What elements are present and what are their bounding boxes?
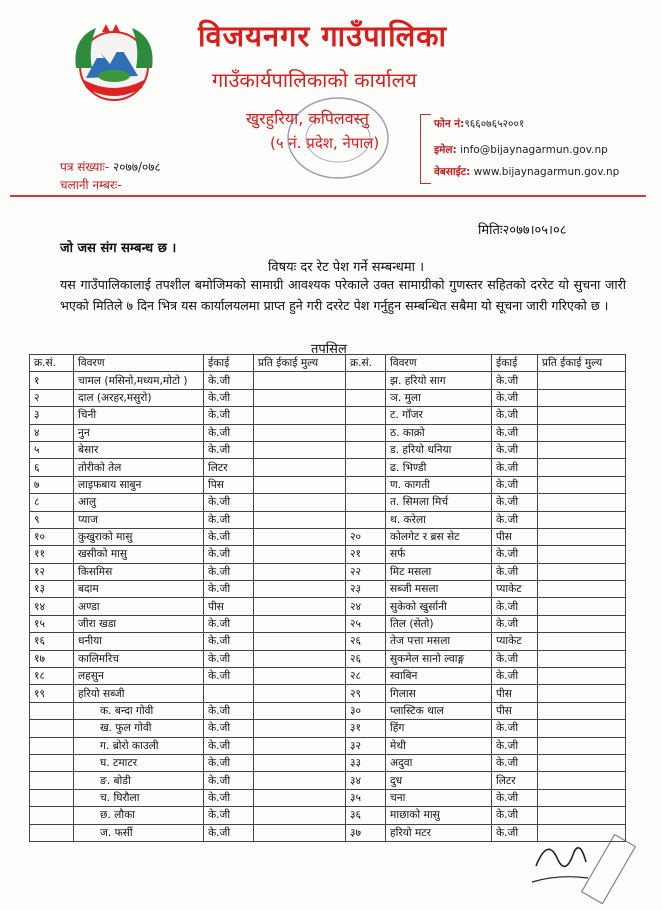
cell-serial-2: २५ bbox=[346, 615, 386, 632]
cell-unit-price bbox=[254, 494, 346, 511]
cell-unit-price-2 bbox=[538, 598, 626, 615]
cell-unit: के.जी bbox=[204, 511, 254, 528]
cell-unit-price bbox=[254, 476, 346, 493]
cell-description: दाल (अरहर,मसुरो) bbox=[74, 389, 204, 406]
cell-serial bbox=[30, 772, 74, 789]
notice-body: यस गाउँपालिकालाई तपशील बमोजिमको सामाग्री आवश्यक परेकाले उक्त सामाग्रीको गुणस्तर सहितको दररेट यो सुचना जारी भएको मितिले ७ दिन भित्र यस कार्यालयलमा प्राप्त हुने गरी दररेट पेश गर्नुहुन सम्बन्धित सबैमा यो सूचना जारी गरिएको छ । bbox=[60, 277, 626, 313]
cell-unit: के.जी bbox=[204, 633, 254, 650]
cell-unit: पिस bbox=[204, 476, 254, 493]
cell-description: चिनी bbox=[74, 407, 204, 424]
cell-serial bbox=[30, 824, 74, 841]
cell-unit-price-2 bbox=[538, 563, 626, 580]
cell-unit-2: के.जी bbox=[492, 720, 538, 737]
cell-unit: के.जी bbox=[204, 772, 254, 789]
cell-description: तोरीको तेल bbox=[74, 459, 204, 476]
signature-stamp bbox=[518, 826, 642, 904]
cell-serial: ६ bbox=[30, 459, 74, 476]
cell-unit-2: पीस bbox=[492, 702, 538, 719]
table-row bbox=[30, 598, 626, 615]
cell-serial-2: ३३ bbox=[346, 754, 386, 771]
cell-serial: ७ bbox=[30, 476, 74, 493]
cell-unit: के.जी bbox=[204, 581, 254, 598]
cell-unit-price-2 bbox=[538, 668, 626, 685]
cell-serial-2: ३२ bbox=[346, 737, 386, 754]
cell-unit-2: पीस bbox=[492, 685, 538, 702]
dispatch-number-label: चलानी नम्बरः- bbox=[60, 178, 122, 192]
cell-serial: ११ bbox=[30, 546, 74, 563]
table-row bbox=[30, 407, 626, 424]
cell-unit-price-2 bbox=[538, 702, 626, 719]
header-unit-2: ईकाई bbox=[492, 355, 538, 372]
cell-serial: ४ bbox=[30, 424, 74, 441]
cell-unit: लिटर bbox=[204, 459, 254, 476]
cell-description-2: हरियो मटर bbox=[386, 824, 492, 841]
header-divider bbox=[10, 195, 646, 197]
cell-unit-price bbox=[254, 824, 346, 841]
office-name: गाउँकार्यपालिकाको कार्यालय bbox=[212, 68, 417, 92]
cell-unit-2: के.जी bbox=[492, 668, 538, 685]
cell-unit-price-2 bbox=[538, 372, 626, 389]
dispatch-number-line bbox=[60, 176, 122, 193]
cell-description-2: तिल (सेतो) bbox=[386, 615, 492, 632]
cell-serial-2 bbox=[346, 407, 386, 424]
cell-unit-price bbox=[254, 789, 346, 806]
cell-serial-2 bbox=[346, 424, 386, 441]
cell-description: ख. फुल गोवी bbox=[74, 720, 204, 737]
cell-description: खसीको मासु bbox=[74, 546, 204, 563]
cell-unit: के.जी bbox=[204, 807, 254, 824]
cell-unit-price bbox=[254, 441, 346, 458]
cell-description: क. बन्दा गोवी bbox=[74, 702, 204, 719]
cell-unit-price bbox=[254, 563, 346, 580]
cell-serial: २ bbox=[30, 389, 74, 406]
email-line bbox=[434, 143, 608, 157]
cell-unit-price bbox=[254, 615, 346, 632]
cell-serial-2 bbox=[346, 476, 386, 493]
letter-date: मितिः२०७७।०५।०८ bbox=[478, 223, 567, 238]
phone-value: ९६६०७६५२००१ bbox=[464, 118, 525, 130]
cell-description: कुखुराको मासु bbox=[74, 528, 204, 545]
table-row bbox=[30, 633, 626, 650]
cell-description-2: चना bbox=[386, 789, 492, 806]
cell-unit-price-2 bbox=[538, 650, 626, 667]
cell-serial: ५ bbox=[30, 441, 74, 458]
cell-serial-2 bbox=[346, 459, 386, 476]
cell-unit: के.जी bbox=[204, 754, 254, 771]
cell-unit-2: के.जी bbox=[492, 737, 538, 754]
table-row bbox=[30, 702, 626, 719]
cell-unit-price bbox=[254, 685, 346, 702]
office-stamp bbox=[278, 92, 398, 184]
cell-serial-2: २३ bbox=[346, 581, 386, 598]
cell-unit-price bbox=[254, 668, 346, 685]
cell-unit-2: के.जी bbox=[492, 807, 538, 824]
letter-number-value: २०७७/०७८ bbox=[113, 160, 161, 174]
table-row bbox=[30, 807, 626, 824]
cell-unit-2: प्याकेट bbox=[492, 581, 538, 598]
cell-description: अण्डा bbox=[74, 598, 204, 615]
cell-unit bbox=[204, 685, 254, 702]
cell-unit-price bbox=[254, 407, 346, 424]
cell-unit-price bbox=[254, 702, 346, 719]
table-row bbox=[30, 668, 626, 685]
cell-unit-price bbox=[254, 389, 346, 406]
cell-unit-price-2 bbox=[538, 528, 626, 545]
header-serial-2: क्र.सं. bbox=[346, 355, 386, 372]
cell-serial: १७ bbox=[30, 650, 74, 667]
rate-table bbox=[29, 354, 626, 842]
cell-serial-2: २९ bbox=[346, 685, 386, 702]
cell-unit: के.जी bbox=[204, 441, 254, 458]
cell-unit-price-2 bbox=[538, 754, 626, 771]
cell-description-2: गिलास bbox=[386, 685, 492, 702]
cell-unit-price bbox=[254, 807, 346, 824]
cell-serial-2: २८ bbox=[346, 668, 386, 685]
cell-description-2: ण. कागती bbox=[386, 476, 492, 493]
table-row bbox=[30, 511, 626, 528]
table-body bbox=[30, 372, 626, 842]
cell-unit-2: के.जी bbox=[492, 754, 538, 771]
table-row bbox=[30, 441, 626, 458]
cell-unit-price-2 bbox=[538, 546, 626, 563]
letter-number-line bbox=[60, 158, 161, 175]
cell-unit-2: के.जी bbox=[492, 511, 538, 528]
table-row bbox=[30, 563, 626, 580]
cell-description: कालिमरिच bbox=[74, 650, 204, 667]
table-row bbox=[30, 494, 626, 511]
cell-serial: ९ bbox=[30, 511, 74, 528]
table-row bbox=[30, 720, 626, 737]
table-row bbox=[30, 528, 626, 545]
cell-serial: १३ bbox=[30, 581, 74, 598]
cell-description: बेसार bbox=[74, 441, 204, 458]
cell-description-2: सुकमेल सानो ल्वाङ्ग bbox=[386, 650, 492, 667]
cell-description-2: झ. हरियो साग bbox=[386, 372, 492, 389]
cell-unit: के.जी bbox=[204, 650, 254, 667]
header-serial: क्र.सं. bbox=[30, 355, 74, 372]
phone-label: फोन नं: bbox=[434, 118, 465, 130]
cell-unit: के.जी bbox=[204, 389, 254, 406]
cell-unit-price bbox=[254, 546, 346, 563]
cell-unit-2: के.जी bbox=[492, 459, 538, 476]
cell-description: ग. ब्रोरो काउली bbox=[74, 737, 204, 754]
cell-description-2: सब्जी मसला bbox=[386, 581, 492, 598]
cell-serial bbox=[30, 754, 74, 771]
office-address: खुरहुरिया, कपिलवस्तु bbox=[246, 109, 370, 128]
table-row bbox=[30, 737, 626, 754]
cell-unit: के.जी bbox=[204, 546, 254, 563]
cell-unit-2: के.जी bbox=[492, 598, 538, 615]
cell-unit-price-2 bbox=[538, 807, 626, 824]
cell-serial-2: २१ bbox=[346, 546, 386, 563]
table-row bbox=[30, 754, 626, 771]
cell-serial bbox=[30, 789, 74, 806]
cell-unit: के.जी bbox=[204, 424, 254, 441]
cell-unit-price bbox=[254, 459, 346, 476]
cell-unit-price-2 bbox=[538, 476, 626, 493]
cell-unit-2: के.जी bbox=[492, 424, 538, 441]
cell-description: जीरा खडा bbox=[74, 615, 204, 632]
cell-description-2: ट. गाँजर bbox=[386, 407, 492, 424]
cell-description: बदाम bbox=[74, 581, 204, 598]
cell-unit-price-2 bbox=[538, 424, 626, 441]
header-unit-price-2: प्रति ईकाई मुल्य bbox=[538, 355, 626, 372]
cell-description-2: त. सिमला मिर्च bbox=[386, 494, 492, 511]
cell-description-2: स्वाबिन bbox=[386, 668, 492, 685]
website-line bbox=[434, 165, 619, 179]
table-row bbox=[30, 581, 626, 598]
table-row bbox=[30, 476, 626, 493]
organization-name: विजयनगर गाउँपालिका bbox=[198, 19, 448, 53]
cell-unit-price-2 bbox=[538, 441, 626, 458]
cell-unit-2: लिटर bbox=[492, 772, 538, 789]
cell-unit-2: के.जी bbox=[492, 407, 538, 424]
cell-serial: ८ bbox=[30, 494, 74, 511]
cell-description-2: अदुवा bbox=[386, 754, 492, 771]
table-row bbox=[30, 424, 626, 441]
cell-unit-price-2 bbox=[538, 789, 626, 806]
cell-unit: के.जी bbox=[204, 789, 254, 806]
cell-unit-price bbox=[254, 633, 346, 650]
cell-description-2: हिंग bbox=[386, 720, 492, 737]
cell-serial: १५ bbox=[30, 615, 74, 632]
cell-unit-2: पीस bbox=[492, 528, 538, 545]
header-unit: ईकाई bbox=[204, 355, 254, 372]
cell-serial: १९ bbox=[30, 685, 74, 702]
cell-unit-price bbox=[254, 581, 346, 598]
cell-unit-price bbox=[254, 772, 346, 789]
cell-description: घ. टमाटर bbox=[74, 754, 204, 771]
table-row bbox=[30, 389, 626, 406]
cell-unit-price bbox=[254, 754, 346, 771]
cell-serial-2: ३१ bbox=[346, 720, 386, 737]
table-row bbox=[30, 372, 626, 389]
cell-unit-2: के.जी bbox=[492, 546, 538, 563]
cell-description: हरियो सब्जी bbox=[74, 685, 204, 702]
cell-description: नुन bbox=[74, 424, 204, 441]
cell-unit: के.जी bbox=[204, 407, 254, 424]
cell-unit-price bbox=[254, 424, 346, 441]
cell-description: लाइफबाय साबुन bbox=[74, 476, 204, 493]
cell-description-2: मेथी bbox=[386, 737, 492, 754]
cell-unit-price-2 bbox=[538, 720, 626, 737]
cell-unit-price-2 bbox=[538, 772, 626, 789]
cell-serial-2 bbox=[346, 441, 386, 458]
cell-serial: १४ bbox=[30, 598, 74, 615]
cell-unit-2: के.जी bbox=[492, 650, 538, 667]
cell-unit-price-2 bbox=[538, 407, 626, 424]
subject-line: विषयः दर रेट पेश गर्ने सम्बन्धमा । bbox=[268, 260, 425, 275]
cell-unit: के.जी bbox=[204, 494, 254, 511]
cell-serial bbox=[30, 720, 74, 737]
cell-description-2: ठ. काक्रो bbox=[386, 424, 492, 441]
email-link[interactable]: info@bijaynagarmun.gov.np bbox=[460, 144, 608, 156]
cell-description-2: सर्फ bbox=[386, 546, 492, 563]
cell-unit: के.जी bbox=[204, 720, 254, 737]
cell-description: ङ. बोडी bbox=[74, 772, 204, 789]
cell-unit-price bbox=[254, 720, 346, 737]
cell-serial-2: ३७ bbox=[346, 824, 386, 841]
cell-unit: के.जी bbox=[204, 737, 254, 754]
cell-serial: ३ bbox=[30, 407, 74, 424]
cell-serial-2 bbox=[346, 389, 386, 406]
cell-unit: के.जी bbox=[204, 372, 254, 389]
cell-serial-2: ३५ bbox=[346, 789, 386, 806]
cell-unit-2: के.जी bbox=[492, 372, 538, 389]
cell-serial-2: २६ bbox=[346, 650, 386, 667]
cell-serial-2 bbox=[346, 511, 386, 528]
table-row bbox=[30, 546, 626, 563]
table-row bbox=[30, 650, 626, 667]
website-link[interactable]: www.bijaynagarmun.gov.np bbox=[473, 166, 620, 178]
cell-description-2: सुकेको खुर्सानी bbox=[386, 598, 492, 615]
cell-description: चामल (मसिनो,मध्यम,मोटो ) bbox=[74, 372, 204, 389]
cell-description-2: ढ. भिण्डी bbox=[386, 459, 492, 476]
cell-serial-2 bbox=[346, 494, 386, 511]
cell-description-2: तेज पत्ता मसला bbox=[386, 633, 492, 650]
cell-description: धनीया bbox=[74, 633, 204, 650]
cell-unit: के.जी bbox=[204, 824, 254, 841]
cell-serial-2: २४ bbox=[346, 598, 386, 615]
cell-description: लहसुन bbox=[74, 668, 204, 685]
cell-serial: १८ bbox=[30, 668, 74, 685]
cell-serial bbox=[30, 737, 74, 754]
cell-serial bbox=[30, 807, 74, 824]
header-unit-price: प्रति ईकाई मुल्य bbox=[254, 355, 346, 372]
cell-unit-2: के.जी bbox=[492, 615, 538, 632]
cell-unit: के.जी bbox=[204, 702, 254, 719]
table-row bbox=[30, 772, 626, 789]
cell-description-2: दुध bbox=[386, 772, 492, 789]
phone-line bbox=[434, 117, 524, 131]
table-row bbox=[30, 615, 626, 632]
cell-description-2: कोलगेट र ब्रस सेट bbox=[386, 528, 492, 545]
cell-unit-2: के.जी bbox=[492, 441, 538, 458]
cell-serial-2: २० bbox=[346, 528, 386, 545]
cell-unit: के.जी bbox=[204, 563, 254, 580]
cell-unit: के.जी bbox=[204, 528, 254, 545]
cell-description-2: माछाको मासु bbox=[386, 807, 492, 824]
cell-unit-price-2 bbox=[538, 389, 626, 406]
table-row bbox=[30, 685, 626, 702]
table-row bbox=[30, 459, 626, 476]
cell-serial bbox=[30, 702, 74, 719]
cell-unit-price-2 bbox=[538, 633, 626, 650]
cell-serial: १६ bbox=[30, 633, 74, 650]
cell-serial: १० bbox=[30, 528, 74, 545]
cell-unit-2: प्याकेट bbox=[492, 633, 538, 650]
cell-unit-2: के.जी bbox=[492, 789, 538, 806]
cell-serial-2 bbox=[346, 372, 386, 389]
cell-unit-price-2 bbox=[538, 581, 626, 598]
cell-serial: १२ bbox=[30, 563, 74, 580]
office-province: (५ नं. प्रदेश, नेपाल) bbox=[270, 134, 380, 152]
cell-description: आलु bbox=[74, 494, 204, 511]
email-label: इमेल: bbox=[434, 144, 457, 156]
cell-serial-2: २६ bbox=[346, 633, 386, 650]
cell-unit: के.जी bbox=[204, 668, 254, 685]
cell-unit-price bbox=[254, 528, 346, 545]
cell-description: छ. लौका bbox=[74, 807, 204, 824]
header-description: विवरण bbox=[74, 355, 204, 372]
cell-unit-price-2 bbox=[538, 737, 626, 754]
cell-description: प्याज bbox=[74, 511, 204, 528]
contact-bracket bbox=[420, 114, 431, 184]
salutation: जो जस संग सम्बन्ध छ । bbox=[60, 241, 177, 256]
cell-unit-2: के.जी bbox=[492, 389, 538, 406]
cell-description-2: ड. हरियो धनिया bbox=[386, 441, 492, 458]
schedule-heading: तपसिल bbox=[311, 342, 347, 357]
cell-description: ज. फर्सी bbox=[74, 824, 204, 841]
cell-unit-price bbox=[254, 737, 346, 754]
cell-unit-price-2 bbox=[538, 494, 626, 511]
cell-unit-price bbox=[254, 372, 346, 389]
cell-description-2: थ. करेला bbox=[386, 511, 492, 528]
cell-description: किसमिस bbox=[74, 563, 204, 580]
cell-unit-2: के.जी bbox=[492, 476, 538, 493]
cell-unit-price bbox=[254, 511, 346, 528]
cell-description: च. घिरौला bbox=[74, 789, 204, 806]
header-description-2: विवरण bbox=[386, 355, 492, 372]
cell-unit-price bbox=[254, 598, 346, 615]
cell-serial: १ bbox=[30, 372, 74, 389]
cell-unit: पीस bbox=[204, 598, 254, 615]
table-header-row bbox=[30, 355, 626, 372]
letter-number-label: पत्र संख्याः- bbox=[60, 160, 110, 174]
cell-unit-price-2 bbox=[538, 459, 626, 476]
cell-serial-2: ३६ bbox=[346, 807, 386, 824]
cell-unit-price-2 bbox=[538, 511, 626, 528]
cell-description-2: मिट मसला bbox=[386, 563, 492, 580]
cell-unit: के.जी bbox=[204, 615, 254, 632]
cell-unit-2: के.जी bbox=[492, 563, 538, 580]
nepal-emblem-logo bbox=[66, 18, 162, 110]
cell-unit-2: के.जी bbox=[492, 824, 538, 841]
cell-unit-price-2 bbox=[538, 615, 626, 632]
cell-unit-price-2 bbox=[538, 685, 626, 702]
cell-unit-price bbox=[254, 650, 346, 667]
table-row bbox=[30, 789, 626, 806]
cell-unit-2: के.जी bbox=[492, 494, 538, 511]
cell-serial-2: ३४ bbox=[346, 772, 386, 789]
cell-serial-2: ३० bbox=[346, 702, 386, 719]
website-label: वेबसाईट: bbox=[434, 166, 471, 178]
cell-description-2: ञ. मुला bbox=[386, 389, 492, 406]
cell-serial-2: २२ bbox=[346, 563, 386, 580]
cell-description-2: प्लास्टिक थाल bbox=[386, 702, 492, 719]
